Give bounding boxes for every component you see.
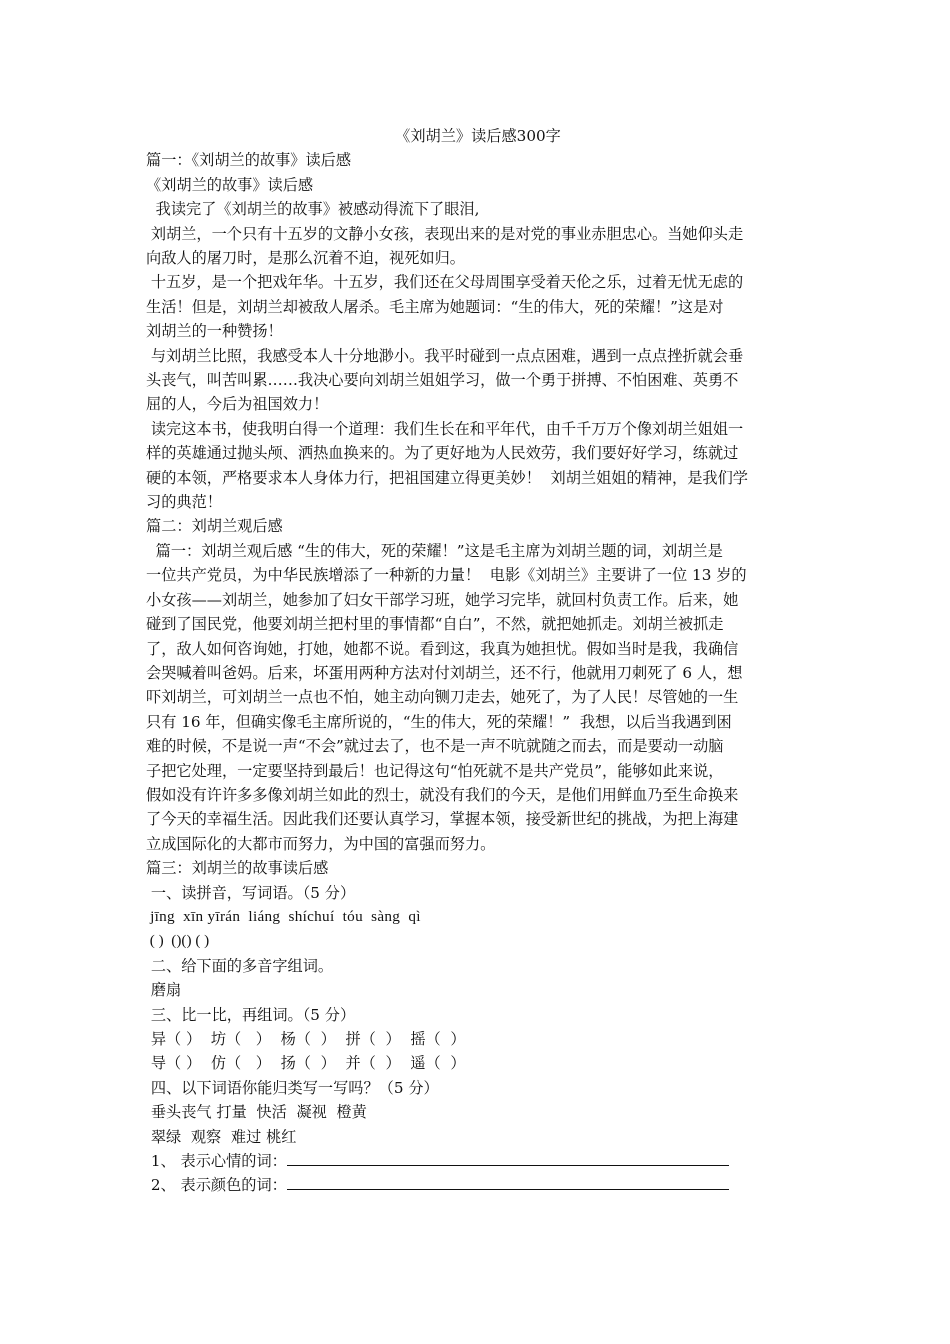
part2-body xyxy=(146,539,810,856)
fill-label-mood: 1、 表示心情的词： xyxy=(146,1152,287,1171)
paragraph-line: 难的时候，不是说一声“不会”就过去了，也不是一声不吭就随之而去，而是要动一动脑 xyxy=(146,737,724,756)
question-2-words: 磨扇 xyxy=(146,981,182,1000)
question-4-words: 垂头丧气 打量 快活 凝视 橙黄 xyxy=(146,1103,367,1122)
question-3-row: 异（ ） 坊（ ） 杨（ ） 拼（ ） 摇（ ） xyxy=(146,1030,466,1049)
answer-line-color[interactable] xyxy=(287,1173,729,1190)
document-title: 《刘胡兰》读后感300字 xyxy=(395,127,561,145)
paragraph-line: 刘胡兰的一种赞扬！ xyxy=(146,322,283,341)
part2-heading: 篇二：刘胡兰观后感 xyxy=(146,517,283,536)
paragraph-line: 习的典范！ xyxy=(146,493,222,512)
paragraph-line: 立成国际化的大都市而努力，为中国的富强而努力。 xyxy=(146,834,496,853)
paragraph-line: 碰到了国民党，他要刘胡兰把村里的事情都“自白”，不然，就把她抓走。刘胡兰被抓走 xyxy=(146,615,724,634)
question-4: 四、以下词语你能归类写一写吗？（5 分） xyxy=(146,1078,439,1097)
question-4-words: 翠绿 观察 难过 桃红 xyxy=(146,1127,297,1146)
part1-subheading: 《刘胡兰的故事》读后感 xyxy=(146,175,314,194)
paragraph-line: 假如没有许许多多像刘胡兰如此的烈士，就没有我们的今天，是他们用鲜血乃至生命换来 xyxy=(146,785,739,804)
paragraph-line: 生活！但是，刘胡兰却被敌人屠杀。毛主席为她题词：“生的伟大，死的荣耀！”这是对 xyxy=(146,297,724,316)
paragraph-line: 样的英雄通过抛头颅、洒热血换来的。为了更好地为人民效劳，我们要好好学习，练就过 xyxy=(146,444,739,463)
paragraph-line: 会哭喊着叫爸妈。后来，坏蛋用两种方法对付刘胡兰，还不行，他就用刀刺死了 6 人，想 xyxy=(146,663,743,682)
paragraph-line: 屈的人，今后为祖国效力！ xyxy=(146,395,329,414)
paragraph-line: 我读完了《刘胡兰的故事》被感动得流下了眼泪, xyxy=(146,200,480,219)
paragraph-line: 吓刘胡兰，可刘胡兰一点也不怕，她主动向铡刀走去，她死了，为了人民！尽管她的一生 xyxy=(146,688,739,707)
paragraph-line: 与刘胡兰比照，我感受本人十分地渺小。我平时碰到一点点困难，遇到一点点挫折就会垂 xyxy=(146,346,744,365)
paragraph-line: 了，敌人如何咨询她，打她，她都不说。看到这，我真为她担忧。假如当时是我，我确信 xyxy=(146,639,739,658)
document-page xyxy=(146,124,810,1198)
paragraph-line: 向敌人的屠刀时，是那么沉着不迫，视死如归。 xyxy=(146,249,465,268)
paragraph-line: 只有 16 年，但确实像毛主席所说的，“生的伟大，死的荣耀！” 我想，以后当我遇到困 xyxy=(146,712,732,731)
paragraph-line: 一位共产党员，为中华民族增添了一种新的力量！ 电影《刘胡兰》主要讲了一位 13 岁的 xyxy=(146,566,747,585)
paragraph-line: 读完这本书，使我明白得一个道理：我们生长在和平年代，由千千万万个像刘胡兰姐姐一 xyxy=(146,419,744,438)
question-1: 一、读拼音，写词语。（5 分） xyxy=(146,883,356,902)
paragraph-line: 刘胡兰，一个只有十五岁的文静小女孩，表现出来的是对党的事业赤胆忠心。当她仰头走 xyxy=(146,224,744,243)
paragraph-line: 头丧气，叫苦叫累……我决心要向刘胡兰姐姐学习，做一个勇于拼搏、不怕困难、英勇不 xyxy=(146,371,739,390)
paragraph-line: 十五岁，是一个把戏年华。十五岁，我们还在父母周围享受着天伦之乐，过着无忧无虑的 xyxy=(146,273,744,292)
bracket-blanks: ( ) ()() ( ) xyxy=(146,932,210,950)
paragraph-line: 小女孩——刘胡兰，她参加了妇女干部学习班，她学习完毕，就回村负责工作。后来，她 xyxy=(146,590,739,609)
part3-heading: 篇三：刘胡兰的故事读后感 xyxy=(146,859,329,878)
question-2: 二、给下面的多音字组词。 xyxy=(146,956,334,975)
part1-heading: 篇一：《刘胡兰的故事》读后感 xyxy=(146,151,352,170)
pinyin-row: jīng xīn yīrán liáng shíchuí tóu sàng qì xyxy=(146,907,421,925)
question-3-row: 导（ ） 仿（ ） 扬（ ） 并（ ） 遥（ ） xyxy=(146,1054,466,1073)
fill-label-color: 2、 表示颜色的词： xyxy=(146,1176,287,1195)
paragraph-line: 子把它处理，一定要坚持到最后！也记得这句“怕死就不是共产党员”，能够如此来说， xyxy=(146,761,724,780)
fill-row-color xyxy=(146,1173,810,1197)
answer-line-mood[interactable] xyxy=(287,1149,729,1166)
paragraph-line: 了今天的幸福生活。因此我们还要认真学习，掌握本领，接受新世纪的挑战，为把上海建 xyxy=(146,810,739,829)
part1-body xyxy=(146,197,810,514)
fill-row-mood xyxy=(146,1149,810,1173)
question-3: 三、比一比，再组词。（5 分） xyxy=(146,1005,356,1024)
paragraph-line: 篇一：刘胡兰观后感 “生的伟大，死的荣耀！”这是毛主席为刘胡兰题的词，刘胡兰是 xyxy=(146,541,723,560)
paragraph-line: 硬的本领，严格要求本人身体力行，把祖国建立得更美妙！ 刘胡兰姐姐的精神，是我们学 xyxy=(146,468,748,487)
